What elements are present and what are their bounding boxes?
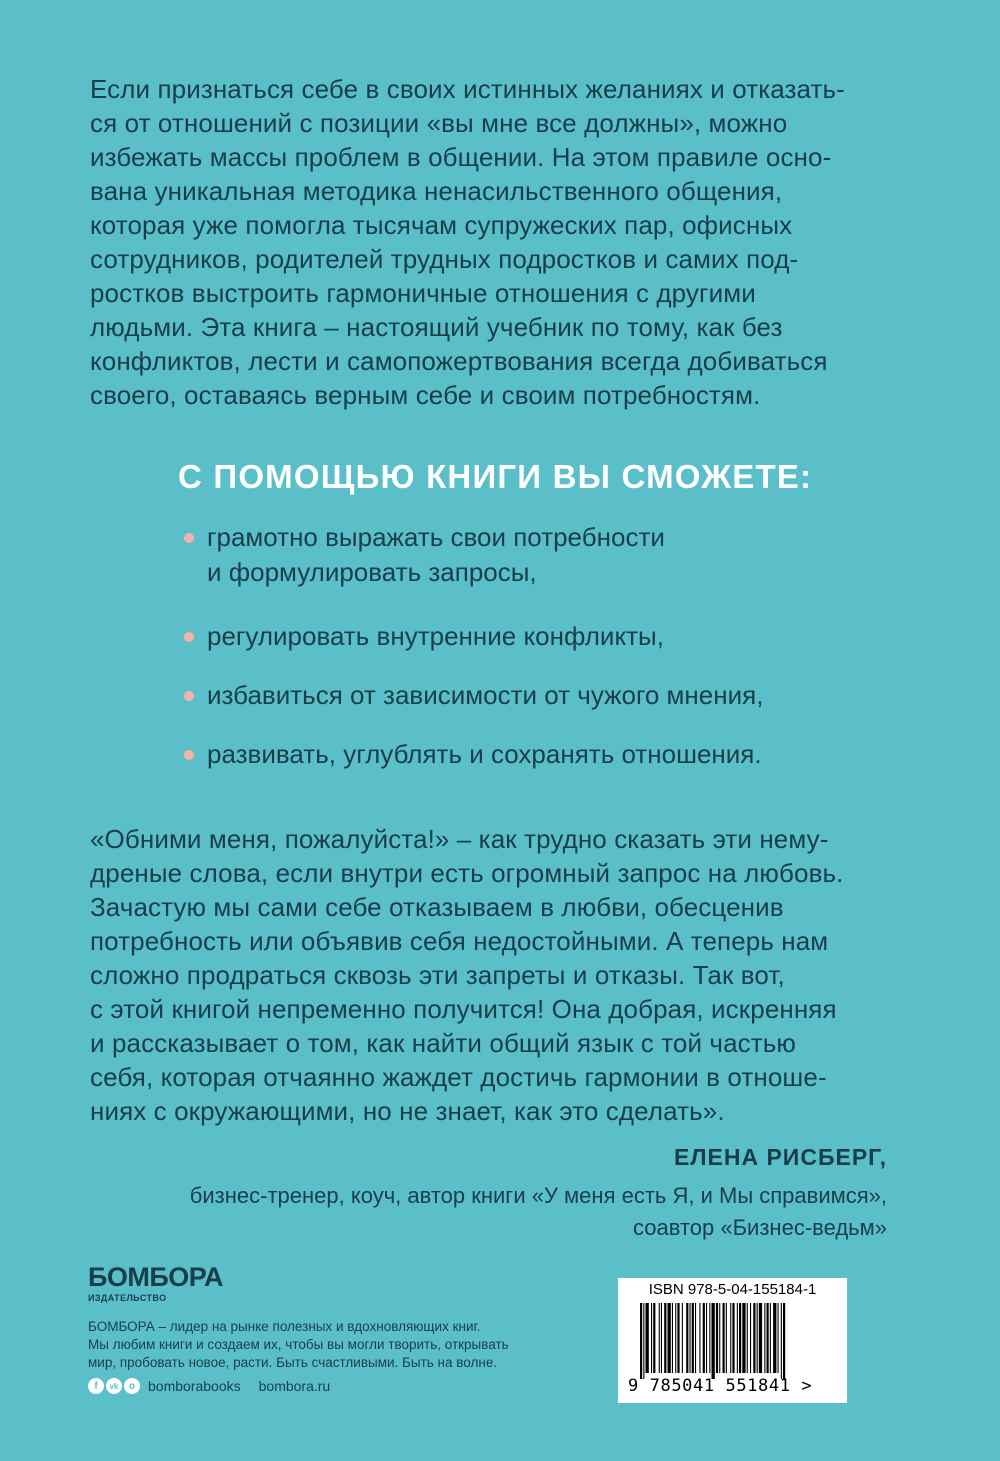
barcode-icon	[640, 1303, 826, 1379]
intro-line: людьми. Эта книга – настоящий учебник по тому, как без	[90, 312, 783, 342]
facebook-icon: f	[88, 1378, 104, 1394]
quote-line: себя, которая отчаянно жаждет достичь гармонии в отноше-	[90, 1062, 827, 1092]
bullet-dot-icon	[184, 533, 194, 543]
intro-line: которая уже помогла тысячам супружеских пар, офисных	[90, 210, 793, 240]
social-handle: bomborabooks	[148, 1378, 241, 1394]
intro-paragraph	[90, 72, 920, 412]
benefit-item	[184, 619, 664, 654]
intro-line: ростков выстроить гармоничные отношения с другими	[90, 278, 756, 308]
vk-icon: vk	[106, 1378, 122, 1394]
publisher-description-line: БОМБОРА – лидер на рынке полезных и вдохновляющих книг.	[88, 1319, 481, 1334]
intro-line: ся от отношений с позиции «вы мне все должны», можно	[90, 108, 788, 138]
instagram-icon: o	[124, 1378, 140, 1394]
intro-line: избежать массы проблем в общении. На этом правиле осно-	[90, 142, 832, 172]
bullet-dot-icon	[184, 632, 194, 642]
benefit-text: избавиться от зависимости от чужого мнения,	[207, 680, 764, 710]
intro-line: вана уникальная методика ненасильственного общения,	[90, 176, 783, 206]
quote-paragraph	[90, 822, 920, 1128]
intro-line: Если признаться себе в своих истинных желаниях и отказать-	[90, 74, 845, 104]
quote-line: сложно продраться сквозь эти запреты и отказы. Так вот,	[90, 960, 785, 990]
quote-line: Зачастую мы сами себе отказываем в любви, обесценив	[90, 892, 784, 922]
publisher-logo	[88, 1262, 223, 1304]
benefit-item	[184, 520, 665, 590]
quote-line: и рассказывает о том, как найти общий язык с той частью	[90, 1028, 796, 1058]
quote-author: ЕЛЕНА РИСБЕРГ,	[674, 1144, 887, 1170]
benefit-text: грамотно выражать свои потребности	[207, 522, 665, 552]
benefit-text: и формулировать запросы,	[207, 557, 537, 587]
intro-line: сотрудников, родителей трудных подростков и самих под-	[90, 244, 799, 274]
quote-author-description: бизнес-тренер, коуч, автор книги «У меня есть Я, и Мы справимся»,	[189, 1183, 887, 1208]
bullet-dot-icon	[184, 750, 194, 760]
quote-line: дреные слова, если внутри есть огромный запрос на любовь.	[90, 858, 844, 888]
publisher-social	[88, 1376, 330, 1396]
benefit-item	[184, 678, 763, 713]
benefits-heading: С ПОМОЩЬЮ КНИГИ ВЫ СМОЖЕТЕ:	[178, 458, 813, 495]
quote-author-description: соавтор «Бизнес-ведьм»	[633, 1215, 887, 1240]
publisher-description-line: мир, пробовать новое, расти. Быть счастливыми. Быть на волне.	[88, 1355, 498, 1370]
benefit-item	[184, 737, 762, 772]
publisher-description-line: Мы любим книги и создаем их, чтобы вы могли творить, открывать	[88, 1337, 509, 1352]
publisher-logo-text: БОМБОРА	[88, 1262, 223, 1292]
website-link: bombora.ru	[258, 1378, 331, 1394]
barcode-digits: 9 785041 551841 >	[628, 1376, 813, 1396]
quote-line: потребность или объявив себя недостойными. А теперь нам	[90, 926, 829, 956]
publisher-description	[88, 1318, 558, 1372]
barcode	[618, 1278, 847, 1403]
quote-line: с этой книгой непременно получится! Она добрая, искренняя	[90, 994, 837, 1024]
quote-line: «Обними меня, пожалуйста!» – как трудно сказать эти нему-	[90, 824, 829, 854]
bullet-dot-icon	[184, 691, 194, 701]
publisher-logo-subtitle: ИЗДАТЕЛЬСТВО	[88, 1293, 167, 1303]
intro-line: своего, оставаясь верным себе и своим потребностям.	[90, 380, 761, 410]
benefit-text: развивать, углублять и сохранять отношения.	[207, 739, 762, 769]
quote-line: ниях с окружающими, но не знает, как это сделать».	[90, 1096, 725, 1126]
intro-line: конфликтов, лести и самопожертвования всегда добиваться	[90, 346, 828, 376]
benefit-text: регулировать внутренние конфликты,	[207, 621, 664, 651]
isbn-text: ISBN 978-5-04-155184-1	[648, 1281, 817, 1298]
